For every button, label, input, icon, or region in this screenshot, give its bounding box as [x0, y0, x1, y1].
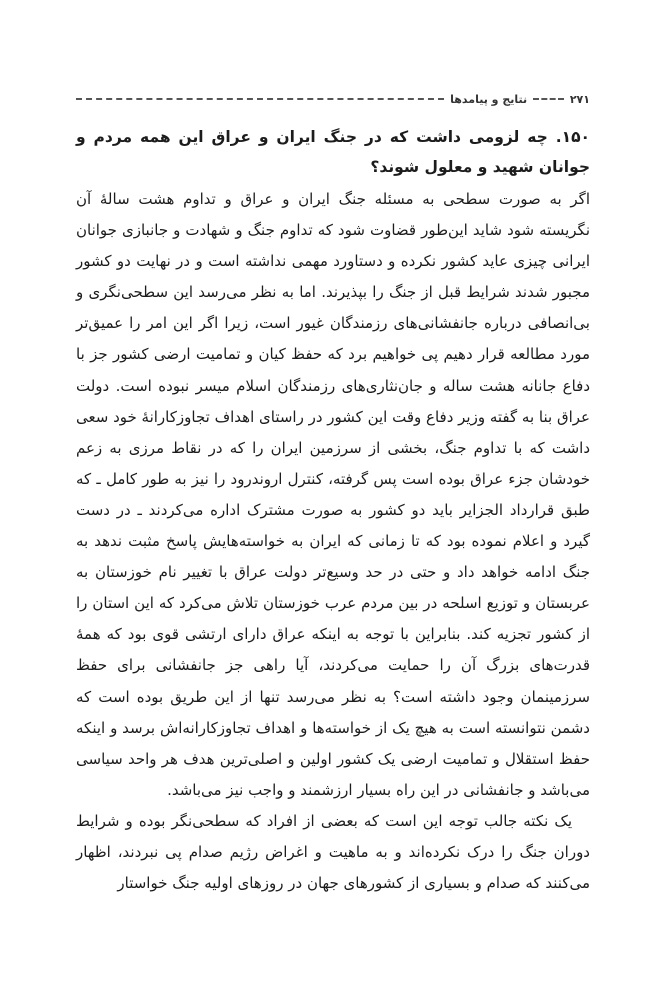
question-heading: ۱۵۰. چه لزومی داشت که در جنگ ایران و عراق این همه مردم و جوانان شهید و معلول شوند؟ [76, 128, 590, 176]
chapter-title: نتایج و پیامدها [450, 92, 528, 106]
paragraph: اگر به صورت سطحی به مسئله جنگ ایران و عراق و تداوم هشت سالهٔ آن نگریسته شود شاید این‌طور قضاوت شود که تداوم جنگ و شهادت و جانبازی جوانان ایرانی چیزی عاید کشور نکرده و دستاورد مهمی نداشته است و در نهایت دو کشور مجبور شدند شرایط قبل از جنگ را بپذیرند. اما به نظر می‌رسد این سطحی‌نگری و بی‌انصافی درباره جانفشانی‌های رزمندگان غیور است، زیرا اگر این امر را عمیق‌تر مورد مطالعه قرار دهیم پی خواهیم برد که حفظ کیان و تمامیت ارضی کشور جز با دفاع جانانه هشت ساله و جان‌نثاری‌های رزمندگان اسلام میسر نبوده است. دولت عراق بنا به گفته وزیر دفاع وقت این کشور در راستای اهداف تجاوزکارانهٔ خود سعی داشت که با تداوم جنگ، بخشی از سرزمین ایران را که در نقاط مرزی به زعم خودشان جزء عراق بوده است پس گرفته، کنترل اروندرود را نیز به طور کامل ـ که طبق قرارداد الجزایر باید دو کشور به صورت مشترک اداره می‌کردند ـ در دست گیرد و اعلام نموده بود که تا زمانی که ایران به خواسته‌هایش پاسخ مثبت ندهد به جنگ ادامه خواهد داد و حتی در حد وسیع‌تر دولت عراق با تغییر نام خوزستان به عربستان و توزیع اسلحه در بین مردم عرب خوزستان تلاش می‌کرد که این استان را از کشور تجزیه کند. بنابراین با توجه به اینکه عراق دارای ارتشی قوی بود که همهٔ قدرت‌های بزرگ آن را حمایت می‌کردند، آیا راهی جز جانفشانی برای حفظ سرزمینمان وجود داشته است؟ به نظر می‌رسد تنها از این طریق بوده است که دشمن نتوانسته است به هیچ یک از خواسته‌ها و اهداف تجاوزکارانه‌اش برسد و اینکه حفظ استقلال و تمامیت ارضی یک کشور اولین و اصلی‌ترین هدف هر واحد سیاسی می‌باشد و جانفشانی در این راه بسیار ارزشمند و واجب نیز می‌باشد. [76, 190, 590, 799]
body-text [76, 184, 590, 899]
dashed-rule [76, 98, 444, 100]
dashed-rule [533, 98, 564, 100]
paragraph: یک نکته جالب توجه این است که بعضی از افراد که سطحی‌نگر بوده و شرایط دوران جنگ را درک نکرده‌اند و به ماهیت و اغراض رژیم صدام پی نبردند، اظهار می‌کنند که صدام و بسیاری از کشورهای جهان در روزهای اولیه جنگ خواستار [76, 811, 590, 893]
running-head [76, 90, 590, 108]
page-number: ۲۷۱ [569, 92, 590, 106]
